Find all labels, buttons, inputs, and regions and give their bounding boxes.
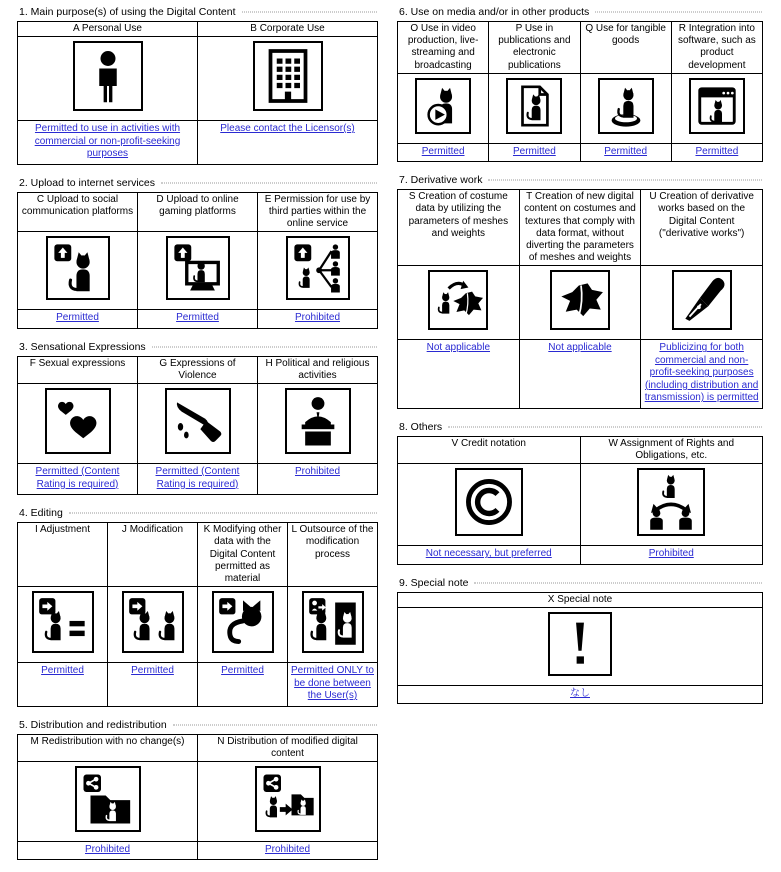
status-cell — [18, 464, 138, 495]
status-cell — [258, 310, 378, 329]
section-title-row — [399, 174, 762, 186]
section-title-row — [399, 421, 762, 433]
icon-cell — [580, 464, 763, 546]
column-header: C Upload to social communication platforms — [18, 192, 138, 232]
upload-third-party-icon — [286, 236, 350, 300]
column-header: L Outsource of the modification process — [288, 523, 378, 587]
status-cell — [398, 546, 581, 565]
title-leader-line — [69, 513, 377, 514]
section-9-table — [397, 592, 763, 705]
copyright-icon — [455, 468, 523, 536]
status-cell — [138, 310, 258, 329]
status-link[interactable]: Permitted — [421, 145, 465, 157]
column-header: T Creation of new digital content on costumes and textures that comply with data format, without diverting the parameters of meshes and weights — [519, 190, 641, 266]
title-leader-line — [488, 180, 762, 181]
status-cell — [398, 340, 520, 409]
icon-cell — [671, 73, 762, 143]
building-icon — [253, 41, 323, 111]
column-header: J Modification — [108, 523, 198, 587]
status-link[interactable]: Not applicable — [548, 342, 612, 354]
status-link[interactable]: Permitted — [695, 145, 739, 157]
section-1 — [17, 6, 378, 165]
title-leader-line — [595, 12, 762, 13]
column-header: U Creation of derivative works based on the Digital Content ("derivative works") — [641, 190, 763, 266]
status-cell — [580, 143, 671, 162]
status-cell — [671, 143, 762, 162]
status-link[interactable]: Permitted — [221, 665, 264, 677]
status-link[interactable]: Permitted — [512, 145, 556, 157]
section-5-table — [17, 734, 378, 861]
column-header: W Assignment of Rights and Obligations, etc. — [580, 436, 763, 463]
status-link[interactable]: Prohibited — [294, 466, 341, 478]
section-3 — [17, 341, 378, 495]
section-8-table — [397, 436, 763, 565]
column-right — [397, 6, 763, 872]
column-header: G Expressions of Violence — [138, 356, 258, 383]
section-title-row — [19, 341, 377, 353]
section-8 — [397, 421, 763, 565]
icon-cell — [641, 266, 763, 340]
video-play-cat-icon — [415, 78, 471, 134]
section-6 — [397, 6, 763, 162]
section-title: 5. Distribution and redistribution — [19, 718, 167, 731]
icon-cell — [18, 232, 138, 310]
column-header: I Adjustment — [18, 523, 108, 587]
status-link[interactable]: Permitted ONLY to be done between the User(s) — [291, 665, 374, 702]
column-header: V Credit notation — [398, 436, 581, 463]
column-header: D Upload to online gaming platforms — [138, 192, 258, 232]
costume-data-icon — [428, 270, 488, 330]
title-leader-line — [448, 426, 762, 427]
modification-cats-icon — [122, 591, 184, 653]
icon-cell — [580, 73, 671, 143]
title-leader-line — [161, 182, 377, 183]
section-title: 8. Others — [399, 420, 443, 433]
status-link[interactable]: Permitted (Content Rating is required) — [35, 466, 120, 490]
status-cell — [198, 663, 288, 707]
exclamation-icon — [548, 612, 612, 676]
column-header: F Sexual expressions — [18, 356, 138, 383]
costume-texture-icon — [550, 270, 610, 330]
section-5 — [17, 719, 378, 861]
status-link[interactable]: Please contact the Licensor(s) — [220, 123, 355, 135]
icon-cell — [198, 761, 378, 841]
status-cell — [519, 340, 641, 409]
icon-cell — [398, 73, 489, 143]
column-header: Q Use for tangible goods — [580, 22, 671, 74]
status-link[interactable]: Permitted to use in activities with commercial or non-profit-seeking purposes — [34, 123, 181, 160]
status-cell — [398, 685, 763, 704]
column-header: R Integration into software, such as product development — [671, 22, 762, 74]
icon-cell — [398, 464, 581, 546]
icon-cell — [18, 384, 138, 464]
section-title: 7. Derivative work — [399, 174, 483, 187]
title-leader-line — [242, 12, 377, 13]
status-cell — [641, 340, 763, 409]
status-cell — [489, 143, 580, 162]
status-link[interactable]: Permitted — [41, 665, 84, 677]
column-header: M Redistribution with no change(s) — [18, 734, 198, 761]
assignment-rights-icon — [637, 468, 705, 536]
outsource-icon — [302, 591, 364, 653]
status-cell — [580, 546, 763, 565]
pen-nib-icon — [672, 270, 732, 330]
icon-cell — [398, 607, 763, 685]
section-6-table — [397, 21, 763, 162]
upload-gaming-cat-icon — [166, 236, 230, 300]
publication-page-cat-icon — [506, 78, 562, 134]
share-modified-folder-icon — [255, 766, 321, 832]
icon-cell — [18, 37, 198, 121]
icon-cell — [258, 384, 378, 464]
column-header: H Political and religious activities — [258, 356, 378, 383]
status-link[interactable]: Prohibited — [264, 843, 311, 855]
person-icon — [73, 41, 143, 111]
status-link[interactable]: Publicizing for both commercial and non-profit-seeking purposes (including distribution and transmission) is permitted — [644, 342, 759, 404]
podium-speaker-icon — [285, 388, 351, 454]
column-header: K Modifying other data with the Digital Content permitted as material — [198, 523, 288, 587]
status-cell — [18, 841, 198, 860]
column-header: N Distribution of modified digital content — [198, 734, 378, 761]
status-cell — [198, 841, 378, 860]
status-cell — [108, 663, 198, 707]
section-title-row — [19, 177, 377, 189]
status-cell — [18, 663, 108, 707]
status-link[interactable]: Permitted (Content Rating is required) — [155, 466, 240, 490]
section-title: 4. Editing — [19, 507, 63, 520]
icon-cell — [398, 266, 520, 340]
icon-cell — [519, 266, 641, 340]
section-1-table — [17, 21, 378, 165]
icon-cell — [18, 587, 108, 663]
icon-cell — [138, 232, 258, 310]
adjustment-equal-icon — [32, 591, 94, 653]
status-cell — [198, 121, 378, 165]
status-cell — [18, 310, 138, 329]
status-cell — [288, 663, 378, 707]
status-cell — [398, 143, 489, 162]
column-header: O Use in video production, live-streaming and broadcasting — [398, 22, 489, 74]
status-link[interactable]: Prohibited — [294, 312, 341, 324]
section-title: 1. Main purpose(s) of using the Digital Content — [19, 6, 236, 18]
status-cell — [258, 464, 378, 495]
section-2 — [17, 177, 378, 329]
icon-cell — [489, 73, 580, 143]
share-folder-icon — [75, 766, 141, 832]
column-header: S Creation of costume data by utilizing the parameters of meshes and weights — [398, 190, 520, 266]
column-left — [17, 6, 378, 872]
status-link[interactable]: Permitted — [131, 665, 174, 677]
column-header: B Corporate Use — [198, 22, 378, 37]
section-title-row — [399, 6, 762, 18]
status-link[interactable]: Not applicable — [426, 342, 491, 354]
modify-material-icon — [212, 591, 274, 653]
section-4 — [17, 507, 378, 706]
icon-cell — [198, 587, 288, 663]
software-window-cat-icon — [689, 78, 745, 134]
hearts-icon — [45, 388, 111, 454]
section-7-table — [397, 189, 763, 409]
icon-cell — [138, 384, 258, 464]
section-title: 6. Use on media and/or in other products — [399, 6, 590, 18]
knife-icon — [165, 388, 231, 454]
section-4-table — [17, 522, 378, 706]
status-link[interactable]: Prohibited — [84, 843, 131, 855]
icon-cell — [288, 587, 378, 663]
section-2-table — [17, 192, 378, 329]
tangible-figurine-icon — [598, 78, 654, 134]
status-cell — [138, 464, 258, 495]
status-link[interactable]: Permitted — [604, 145, 648, 157]
section-title: 2. Upload to internet services — [19, 176, 155, 189]
title-leader-line — [173, 724, 377, 725]
icon-cell — [108, 587, 198, 663]
section-title-row — [19, 507, 377, 519]
icon-cell — [258, 232, 378, 310]
section-title-row — [19, 6, 377, 18]
section-title-row — [19, 719, 377, 731]
icon-cell — [18, 761, 198, 841]
section-7 — [397, 174, 763, 409]
column-header: A Personal Use — [18, 22, 198, 37]
upload-social-cat-icon — [46, 236, 110, 300]
status-link[interactable]: Permitted — [56, 312, 99, 324]
column-header: P Use in publications and electronic publications — [489, 22, 580, 74]
status-cell — [18, 121, 198, 165]
section-title: 9. Special note — [399, 576, 469, 589]
title-leader-line — [152, 346, 377, 347]
status-link[interactable]: Not necessary, but preferred — [425, 548, 552, 560]
icon-cell — [198, 37, 378, 121]
status-link[interactable]: なし — [570, 687, 590, 699]
section-9 — [397, 577, 763, 705]
title-leader-line — [474, 582, 762, 583]
section-title: 3. Sensational Expressions — [19, 340, 146, 353]
section-3-table — [17, 356, 378, 495]
column-header: X Special note — [398, 592, 763, 607]
status-link[interactable]: Prohibited — [648, 548, 694, 560]
section-title-row — [399, 577, 762, 589]
column-header: E Permission for use by third parties within the online service — [258, 192, 378, 232]
status-link[interactable]: Permitted — [176, 312, 219, 324]
